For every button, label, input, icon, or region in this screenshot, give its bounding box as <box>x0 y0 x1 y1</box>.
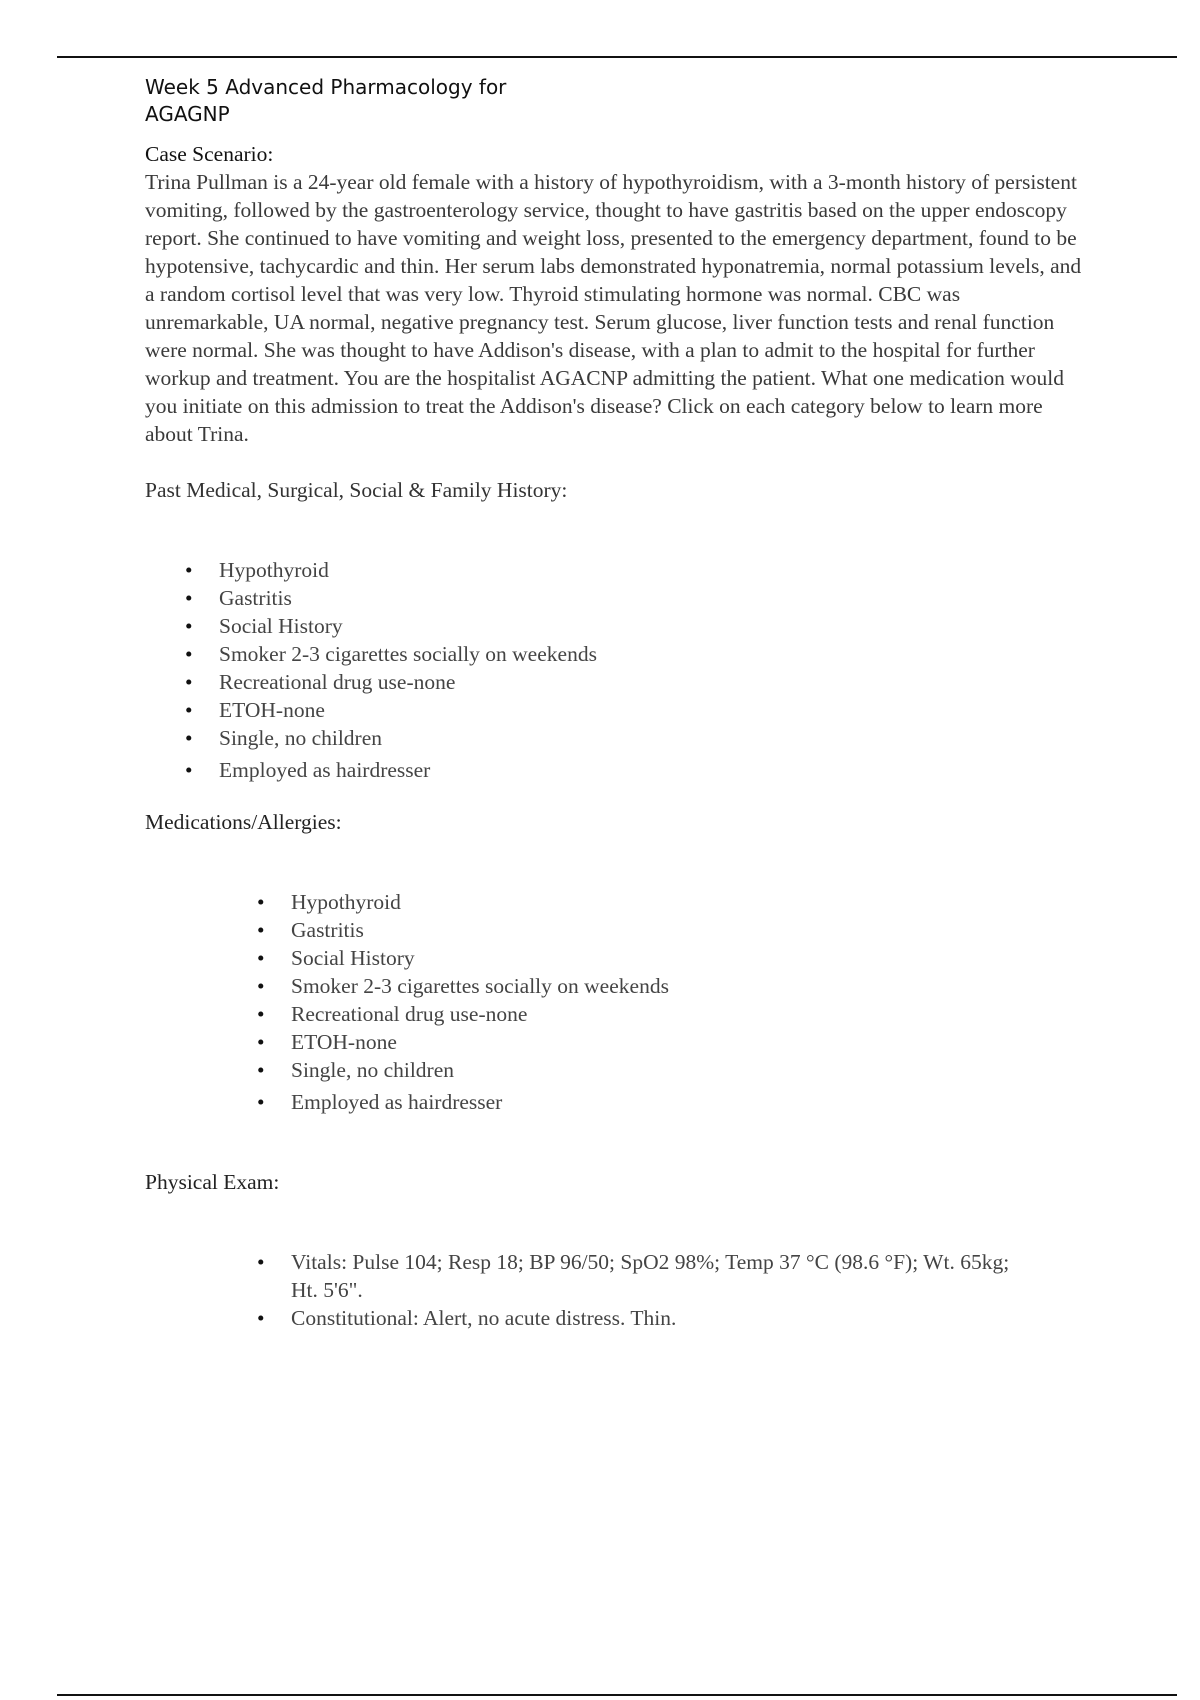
bottom-rule <box>57 1694 1177 1696</box>
list-item: • Hypothyroid <box>257 888 1095 916</box>
list-item: • Smoker 2-3 cigarettes socially on weekends <box>185 640 1095 668</box>
list-item: • Single, no children <box>185 724 1095 752</box>
list-item: • ETOH-none <box>185 696 1095 724</box>
physical-exam-list <box>257 1248 1037 1332</box>
list-item: • Smoker 2-3 cigarettes socially on weekends <box>257 972 1095 1000</box>
list-item: • ETOH-none <box>257 1028 1095 1056</box>
list-item: • Gastritis <box>257 916 1095 944</box>
list-item: • Gastritis <box>185 584 1095 612</box>
list-item: • Social History <box>185 612 1095 640</box>
list-item: • Employed as hairdresser <box>185 756 1095 784</box>
medications-heading: Medications/Allergies: <box>145 810 342 834</box>
history-heading: Past Medical, Surgical, Social & Family History: <box>145 478 568 502</box>
history-list <box>185 556 1095 784</box>
list-item: • Social History <box>257 944 1095 972</box>
list-item: • Employed as hairdresser <box>257 1088 1095 1116</box>
case-scenario-body: Trina Pullman is a 24-year old female with a history of hypothyroidism, with a 3-month history of persistent vomiting, followed by the gastroenterology service, thought to have gastritis based on the upper endoscopy report. She continued to have vomiting and weight loss, presented to the emergency department, found to be hypotensive, tachycardic and thin. Her serum labs demonstrated hyponatremia, normal potassium levels, and a random cortisol level that was very low. Thyroid stimulating hormone was normal. CBC was unremarkable, UA normal, negative pregnancy test. Serum glucose, liver function tests and renal function were normal. She was thought to have Addison's disease, with a plan to admit to the hospital for further workup and treatment. You are the hospitalist AGACNP admitting the patient. What one medication would you initiate on this admission to treat the Addison's disease? Click on each category below to learn more about Trina. <box>145 170 1082 446</box>
case-scenario-heading: Case Scenario: <box>145 142 274 166</box>
list-item: • Vitals: Pulse 104; Resp 18; BP 96/50; SpO2 98%; Temp 37 °C (98.6 °F); Wt. 65kg; Ht. 5'6". <box>257 1248 1037 1304</box>
list-item: • Recreational drug use-none <box>257 1000 1095 1028</box>
physical-exam-heading: Physical Exam: <box>145 1170 280 1194</box>
list-item: • Constitutional: Alert, no acute distress. Thin. <box>257 1304 1037 1332</box>
document-page <box>145 74 1095 1332</box>
list-item: • Hypothyroid <box>185 556 1095 584</box>
list-item: • Single, no children <box>257 1056 1095 1084</box>
medications-list <box>257 888 1095 1116</box>
top-rule <box>57 56 1177 58</box>
list-item: • Recreational drug use-none <box>185 668 1095 696</box>
document-title: Week 5 Advanced Pharmacology for AGAGNP <box>145 75 507 126</box>
